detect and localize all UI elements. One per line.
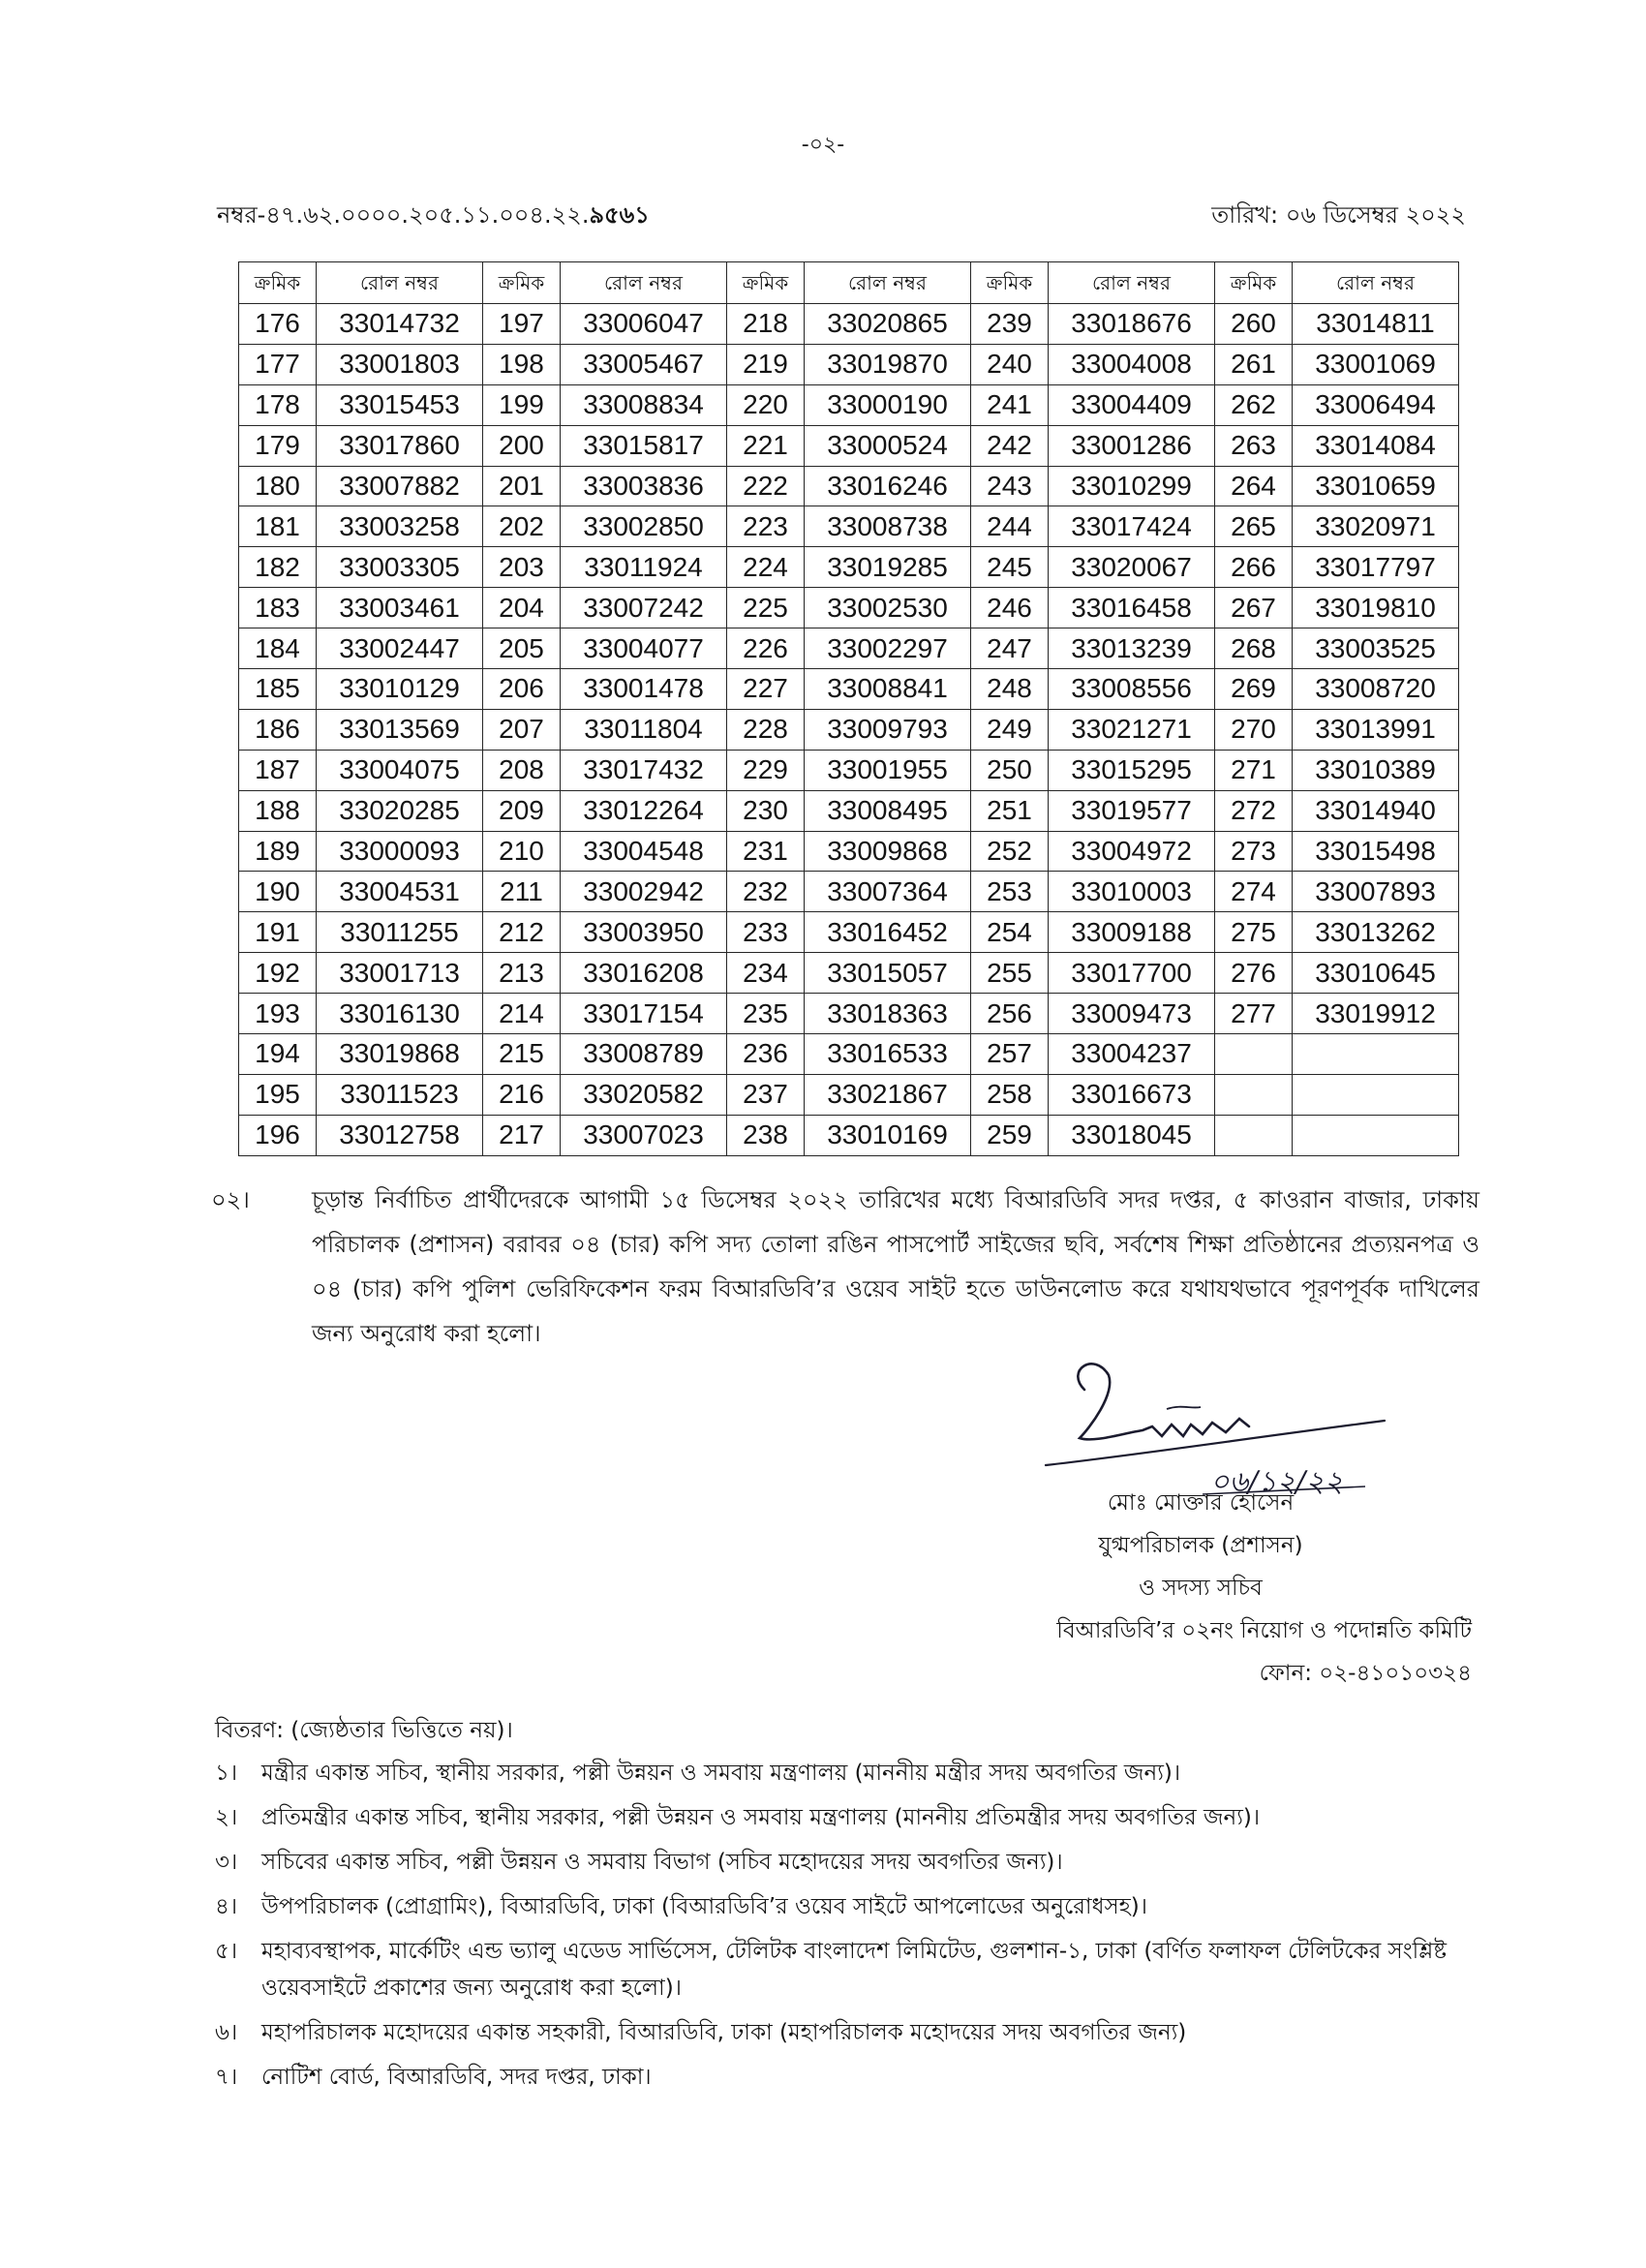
- serial-cell: 235: [727, 994, 805, 1034]
- roll-number-cell: 33008556: [1049, 669, 1215, 710]
- table-row: [239, 912, 1459, 953]
- serial-cell: 239: [971, 304, 1049, 345]
- serial-cell: [1215, 1074, 1293, 1115]
- serial-cell: 215: [483, 1034, 561, 1075]
- roll-number-cell: 33000524: [805, 425, 971, 466]
- roll-number-cell: 33018045: [1049, 1115, 1215, 1155]
- roll-number-cell: 33003461: [317, 588, 483, 628]
- serial-cell: 187: [239, 750, 317, 790]
- roll-number-cell: 33014084: [1293, 425, 1459, 466]
- roll-number-cell: [1293, 1115, 1459, 1155]
- distribution-item-number: ৫।: [215, 1939, 238, 1964]
- roll-number-cell: 33001803: [317, 344, 483, 384]
- serial-cell: [1215, 1034, 1293, 1075]
- serial-cell: 272: [1215, 790, 1293, 831]
- roll-number-cell: 33007893: [1293, 872, 1459, 912]
- roll-number-cell: 33003950: [561, 912, 727, 953]
- table-row: [239, 790, 1459, 831]
- serial-cell: 271: [1215, 750, 1293, 790]
- serial-cell: 266: [1215, 547, 1293, 588]
- serial-cell: 252: [971, 831, 1049, 872]
- distribution-item-number: ৭।: [215, 2065, 238, 2090]
- roll-number-cell: 33002530: [805, 588, 971, 628]
- roll-number-cell: 33015057: [805, 953, 971, 994]
- handwritten-signature: [1036, 1351, 1404, 1496]
- roll-number-cell: 33014811: [1293, 304, 1459, 345]
- serial-cell: 238: [727, 1115, 805, 1155]
- serial-cell: 233: [727, 912, 805, 953]
- serial-cell: 259: [971, 1115, 1049, 1155]
- signatory-role: ও সদস্য সচিব: [1139, 1576, 1263, 1601]
- serial-cell: 220: [727, 384, 805, 425]
- signature-date: ০৬/১২/২২: [1210, 1465, 1344, 1496]
- serial-cell: 250: [971, 750, 1049, 790]
- serial-cell: 257: [971, 1034, 1049, 1075]
- roll-number-cell: 33004409: [1049, 384, 1215, 425]
- distribution-list: [215, 1755, 1483, 2103]
- roll-number-cell: 33007882: [317, 466, 483, 506]
- roll-number-cell: 33016246: [805, 466, 971, 506]
- serial-cell: 214: [483, 994, 561, 1034]
- table-row: [239, 466, 1459, 506]
- roll-number-cell: 33018363: [805, 994, 971, 1034]
- serial-cell: 181: [239, 506, 317, 547]
- serial-cell: 207: [483, 709, 561, 750]
- memo-number: [217, 198, 650, 236]
- distribution-item-number: ৩।: [215, 1850, 238, 1875]
- serial-cell: 204: [483, 588, 561, 628]
- serial-cell: 261: [1215, 344, 1293, 384]
- table-row: [239, 1074, 1459, 1115]
- distribution-item-text: উপপরিচালক (প্রোগ্রামিং), বিআরডিবি, ঢাকা (বিআরডিবি’র ওয়েব সাইটে আপলোডের অনুরোধসহ)।: [261, 1894, 1147, 1919]
- serial-cell: 203: [483, 547, 561, 588]
- roll-number-cell: 33020582: [561, 1074, 727, 1115]
- paragraph-text: চূড়ান্ত নির্বাচিত প্রার্থীদেরকে আগামী ১৫ ডিসেম্বর ২০২২ তারিখের মধ্যে বিআরডিবি সদর দপ্তর, ৫ কাওরান বাজার, ঢাকায় পরিচালক (প্রশাসন) বরাবর ০৪ (চার) কপি সদ্য তোলা রঙিন পাসপোর্ট সাইজের ছবি, সর্বশেষ শিক্ষা প্রতিষ্ঠানের প্রত্যয়নপত্র ও ০৪ (চার) কপি পুলিশ ভেরিফিকেশন ফরম বিআরডিবি’র ওয়েব সাইট হতে ডাউনলোড করে যথাযথভাবে পূরণপূর্বক দাখিলের জন্য অনুরোধ করা হলো।: [312, 1186, 1479, 1347]
- roll-number-cell: 33000093: [317, 831, 483, 872]
- roll-number-cell: 33013991: [1293, 709, 1459, 750]
- serial-cell: 210: [483, 831, 561, 872]
- table-row: [239, 750, 1459, 790]
- serial-cell: 195: [239, 1074, 317, 1115]
- distribution-item: [215, 2059, 1483, 2096]
- distribution-item-text: মহাপরিচালক মহোদয়ের একান্ত সহকারী, বিআরডিবি, ঢাকা (মহাপরিচালক মহোদয়ের সদয় অবগতির জন্য): [261, 2020, 1187, 2045]
- serial-cell: 263: [1215, 425, 1293, 466]
- distribution-item-number: ৪।: [215, 1894, 238, 1919]
- serial-cell: 246: [971, 588, 1049, 628]
- distribution-item: [215, 1844, 1483, 1881]
- serial-cell: 242: [971, 425, 1049, 466]
- serial-cell: 274: [1215, 872, 1293, 912]
- distribution-item-number: ৬।: [215, 2020, 238, 2045]
- serial-cell: 212: [483, 912, 561, 953]
- roll-number-cell: 33010169: [805, 1115, 971, 1155]
- serial-cell: 276: [1215, 953, 1293, 994]
- serial-cell: 234: [727, 953, 805, 994]
- serial-cell: 270: [1215, 709, 1293, 750]
- table-header-row: [239, 262, 1459, 304]
- serial-cell: 265: [1215, 506, 1293, 547]
- roll-number-cell: 33015453: [317, 384, 483, 425]
- roll-number-cell: 33001069: [1293, 344, 1459, 384]
- distribution-item-text: মন্ত্রীর একান্ত সচিব, স্থানীয় সরকার, পল্লী উন্নয়ন ও সমবায় মন্ত্রণালয় (মাননীয় মন্ত্রীর সদয় অবগতির জন্য)।: [261, 1761, 1181, 1786]
- serial-cell: 188: [239, 790, 317, 831]
- serial-cell: 217: [483, 1115, 561, 1155]
- roll-number-cell: 33004008: [1049, 344, 1215, 384]
- table-row: [239, 425, 1459, 466]
- table-row: [239, 344, 1459, 384]
- roll-number-cell: 33011924: [561, 547, 727, 588]
- distribution-item: [215, 1933, 1483, 2007]
- roll-number-cell: 33009793: [805, 709, 971, 750]
- instruction-paragraph: [211, 1178, 1479, 1356]
- serial-cell: 211: [483, 872, 561, 912]
- roll-number-cell: 33008789: [561, 1034, 727, 1075]
- serial-cell: 190: [239, 872, 317, 912]
- roll-number-cell: 33018676: [1049, 304, 1215, 345]
- roll-number-cell: 33001713: [317, 953, 483, 994]
- distribution-item: [215, 1755, 1483, 1792]
- distribution-item: [215, 1888, 1483, 1925]
- roll-number-cell: 33020865: [805, 304, 971, 345]
- serial-header: ক্রমিক: [483, 262, 561, 304]
- roll-number-cell: 33017424: [1049, 506, 1215, 547]
- serial-cell: 227: [727, 669, 805, 710]
- roll-number-cell: [1293, 1034, 1459, 1075]
- roll-number-cell: [1293, 1074, 1459, 1115]
- roll-number-cell: 33015817: [561, 425, 727, 466]
- roll-number-cell: 33002850: [561, 506, 727, 547]
- serial-cell: 194: [239, 1034, 317, 1075]
- table-row: [239, 1115, 1459, 1155]
- serial-cell: 267: [1215, 588, 1293, 628]
- serial-cell: 264: [1215, 466, 1293, 506]
- roll-number-cell: 33017432: [561, 750, 727, 790]
- roll-number-cell: 33001478: [561, 669, 727, 710]
- roll-number-cell: 33001286: [1049, 425, 1215, 466]
- distribution-item: [215, 1799, 1483, 1836]
- serial-cell: 185: [239, 669, 317, 710]
- roll-number-cell: 33016458: [1049, 588, 1215, 628]
- roll-number-table: [238, 261, 1459, 1156]
- roll-number-cell: 33017154: [561, 994, 727, 1034]
- serial-cell: 240: [971, 344, 1049, 384]
- roll-number-cell: 33011255: [317, 912, 483, 953]
- roll-number-cell: 33021867: [805, 1074, 971, 1115]
- roll-number-cell: 33003836: [561, 466, 727, 506]
- roll-number-cell: 33010389: [1293, 750, 1459, 790]
- roll-number-cell: 33006494: [1293, 384, 1459, 425]
- roll-number-cell: 33014732: [317, 304, 483, 345]
- roll-number-header: রোল নম্বর: [1293, 262, 1459, 304]
- roll-number-cell: 33009188: [1049, 912, 1215, 953]
- serial-cell: 224: [727, 547, 805, 588]
- roll-number-cell: 33020067: [1049, 547, 1215, 588]
- serial-cell: 184: [239, 628, 317, 669]
- serial-cell: 251: [971, 790, 1049, 831]
- serial-cell: 199: [483, 384, 561, 425]
- roll-number-cell: 33003305: [317, 547, 483, 588]
- signatory-block: [930, 1482, 1472, 1695]
- page-number: -০২-: [801, 133, 845, 157]
- serial-cell: 179: [239, 425, 317, 466]
- roll-number-cell: 33017797: [1293, 547, 1459, 588]
- serial-cell: 230: [727, 790, 805, 831]
- serial-cell: 225: [727, 588, 805, 628]
- serial-cell: 197: [483, 304, 561, 345]
- table-row: [239, 588, 1459, 628]
- serial-header: ক্রমিক: [1215, 262, 1293, 304]
- roll-number-cell: 33002297: [805, 628, 971, 669]
- roll-number-cell: 33004531: [317, 872, 483, 912]
- serial-cell: 273: [1215, 831, 1293, 872]
- roll-number-cell: 33010129: [317, 669, 483, 710]
- roll-number-cell: 33005467: [561, 344, 727, 384]
- serial-cell: 219: [727, 344, 805, 384]
- roll-number-cell: 33011804: [561, 709, 727, 750]
- roll-number-cell: 33015498: [1293, 831, 1459, 872]
- serial-cell: 201: [483, 466, 561, 506]
- signatory-designation: যুগ্মপরিচালক (প্রশাসন): [1098, 1533, 1303, 1558]
- roll-number-cell: 33019912: [1293, 994, 1459, 1034]
- roll-number-cell: 33010003: [1049, 872, 1215, 912]
- serial-cell: 202: [483, 506, 561, 547]
- table-row: [239, 628, 1459, 669]
- serial-cell: 221: [727, 425, 805, 466]
- serial-cell: 226: [727, 628, 805, 669]
- serial-cell: 248: [971, 669, 1049, 710]
- roll-number-cell: 33013569: [317, 709, 483, 750]
- serial-cell: 205: [483, 628, 561, 669]
- roll-number-cell: 33004548: [561, 831, 727, 872]
- roll-number-cell: 33003258: [317, 506, 483, 547]
- serial-cell: 183: [239, 588, 317, 628]
- roll-number-cell: 33002942: [561, 872, 727, 912]
- roll-number-cell: 33019577: [1049, 790, 1215, 831]
- serial-cell: 213: [483, 953, 561, 994]
- serial-cell: 260: [1215, 304, 1293, 345]
- roll-number-cell: 33013262: [1293, 912, 1459, 953]
- serial-cell: 237: [727, 1074, 805, 1115]
- serial-cell: 189: [239, 831, 317, 872]
- serial-cell: 255: [971, 953, 1049, 994]
- serial-cell: 223: [727, 506, 805, 547]
- roll-number-cell: 33008720: [1293, 669, 1459, 710]
- roll-number-cell: 33014940: [1293, 790, 1459, 831]
- roll-number-cell: 33019868: [317, 1034, 483, 1075]
- serial-header: ক্রমিক: [239, 262, 317, 304]
- serial-cell: 218: [727, 304, 805, 345]
- distribution-item: [215, 2014, 1483, 2051]
- serial-cell: 245: [971, 547, 1049, 588]
- roll-number-cell: 33008495: [805, 790, 971, 831]
- serial-cell: 258: [971, 1074, 1049, 1115]
- table-row: [239, 1034, 1459, 1075]
- serial-cell: 206: [483, 669, 561, 710]
- roll-number-cell: 33016130: [317, 994, 483, 1034]
- serial-cell: 228: [727, 709, 805, 750]
- distribution-item-number: ১।: [215, 1761, 238, 1786]
- serial-cell: 192: [239, 953, 317, 994]
- serial-header: ক্রমিক: [971, 262, 1049, 304]
- serial-cell: 198: [483, 344, 561, 384]
- serial-cell: 269: [1215, 669, 1293, 710]
- serial-cell: 241: [971, 384, 1049, 425]
- serial-cell: 254: [971, 912, 1049, 953]
- serial-cell: 222: [727, 466, 805, 506]
- roll-number-cell: 33016452: [805, 912, 971, 953]
- table-row: [239, 994, 1459, 1034]
- serial-cell: 262: [1215, 384, 1293, 425]
- roll-number-cell: 33004075: [317, 750, 483, 790]
- serial-cell: 209: [483, 790, 561, 831]
- roll-number-header: রোল নম্বর: [805, 262, 971, 304]
- serial-cell: 275: [1215, 912, 1293, 953]
- paragraph-number: ০২।: [211, 1186, 250, 1213]
- roll-number-cell: 33013239: [1049, 628, 1215, 669]
- memo-number-prefix: নম্বর-৪৭.৬২.০০০০.২০৫.১১.০০৪.২২.: [217, 201, 590, 229]
- distribution-item-number: ২।: [215, 1805, 238, 1830]
- serial-cell: 249: [971, 709, 1049, 750]
- serial-cell: 186: [239, 709, 317, 750]
- distribution-title: বিতরণ: (জ্যেষ্ঠতার ভিত্তিতে নয়)।: [215, 1718, 513, 1743]
- roll-number-cell: 33003525: [1293, 628, 1459, 669]
- roll-number-cell: 33009473: [1049, 994, 1215, 1034]
- table-body: [239, 304, 1459, 1156]
- roll-number-cell: 33020971: [1293, 506, 1459, 547]
- distribution-item-text: প্রতিমন্ত্রীর একান্ত সচিব, স্থানীয় সরকার, পল্লী উন্নয়ন ও সমবায় মন্ত্রণালয় (মাননীয় প্রতিমন্ত্রীর সদয় অবগতির জন্য)।: [261, 1805, 1261, 1830]
- table-row: [239, 669, 1459, 710]
- roll-number-cell: 33019285: [805, 547, 971, 588]
- roll-number-cell: 33008738: [805, 506, 971, 547]
- roll-number-cell: 33004077: [561, 628, 727, 669]
- roll-number-cell: 33019810: [1293, 588, 1459, 628]
- serial-cell: 232: [727, 872, 805, 912]
- signatory-phone: ফোন: ০২-৪১০১০৩২৪: [1259, 1661, 1472, 1686]
- roll-number-cell: 33015295: [1049, 750, 1215, 790]
- roll-number-cell: 33002447: [317, 628, 483, 669]
- table-row: [239, 872, 1459, 912]
- distribution-item-text: নোটিশ বোর্ড, বিআরডিবি, সদর দপ্তর, ঢাকা।: [261, 2065, 652, 2090]
- roll-number-cell: 33016673: [1049, 1074, 1215, 1115]
- table-row: [239, 506, 1459, 547]
- serial-cell: 231: [727, 831, 805, 872]
- serial-cell: [1215, 1115, 1293, 1155]
- serial-cell: 243: [971, 466, 1049, 506]
- serial-cell: 253: [971, 872, 1049, 912]
- roll-number-cell: 33016533: [805, 1034, 971, 1075]
- serial-cell: 208: [483, 750, 561, 790]
- roll-number-cell: 33012264: [561, 790, 727, 831]
- table-row: [239, 831, 1459, 872]
- roll-number-cell: 33000190: [805, 384, 971, 425]
- serial-cell: 193: [239, 994, 317, 1034]
- roll-number-cell: 33011523: [317, 1074, 483, 1115]
- roll-number-header: রোল নম্বর: [561, 262, 727, 304]
- roll-number-cell: 33010645: [1293, 953, 1459, 994]
- table-row: [239, 304, 1459, 345]
- roll-number-cell: 33010659: [1293, 466, 1459, 506]
- signatory-name: মোঃ মোক্তার হোসেন: [1107, 1490, 1295, 1516]
- distribution-item-text: সচিবের একান্ত সচিব, পল্লী উন্নয়ন ও সমবায় বিভাগ (সচিব মহোদয়ের সদয় অবগতির জন্য)।: [261, 1850, 1063, 1875]
- roll-number-cell: 33021271: [1049, 709, 1215, 750]
- serial-cell: 176: [239, 304, 317, 345]
- roll-number-cell: 33016208: [561, 953, 727, 994]
- roll-number-cell: 33004237: [1049, 1034, 1215, 1075]
- serial-cell: 256: [971, 994, 1049, 1034]
- table-row: [239, 709, 1459, 750]
- serial-cell: 247: [971, 628, 1049, 669]
- roll-number-cell: 33017700: [1049, 953, 1215, 994]
- serial-cell: 191: [239, 912, 317, 953]
- serial-cell: 196: [239, 1115, 317, 1155]
- serial-cell: 244: [971, 506, 1049, 547]
- table-row: [239, 384, 1459, 425]
- serial-cell: 236: [727, 1034, 805, 1075]
- serial-cell: 178: [239, 384, 317, 425]
- roll-number-header: রোল নম্বর: [317, 262, 483, 304]
- roll-number-cell: 33004972: [1049, 831, 1215, 872]
- roll-number-cell: 33001955: [805, 750, 971, 790]
- serial-cell: 216: [483, 1074, 561, 1115]
- roll-number-cell: 33020285: [317, 790, 483, 831]
- serial-cell: 182: [239, 547, 317, 588]
- serial-cell: 229: [727, 750, 805, 790]
- roll-number-header: রোল নম্বর: [1049, 262, 1215, 304]
- roll-number-cell: 33008834: [561, 384, 727, 425]
- roll-number-cell: 33007242: [561, 588, 727, 628]
- roll-number-cell: 33008841: [805, 669, 971, 710]
- roll-number-cell: 33007364: [805, 872, 971, 912]
- distribution-item-text: মহাব্যবস্থাপক, মার্কেটিং এন্ড ভ্যালু এডেড সার্ভিসেস, টেলিটক বাংলাদেশ লিমিটেড, গুলশান-১, ঢাকা (বর্ণিত ফলাফল টেলিটকের সংশ্লিষ্ট ওয়েবসাইটে প্রকাশের জন্য অনুরোধ করা হলো)।: [261, 1939, 1448, 2001]
- serial-cell: 180: [239, 466, 317, 506]
- memo-number-suffix: ৯৫৬১: [589, 201, 650, 229]
- roll-number-cell: 33017860: [317, 425, 483, 466]
- table-row: [239, 953, 1459, 994]
- serial-cell: 200: [483, 425, 561, 466]
- serial-cell: 277: [1215, 994, 1293, 1034]
- serial-header: ক্রমিক: [727, 262, 805, 304]
- memo-date: তারিখ: ০৬ ডিসেম্বর ২০২২: [1211, 201, 1466, 229]
- serial-cell: 177: [239, 344, 317, 384]
- signatory-committee: বিআরডিবি’র ০২নং নিয়োগ ও পদোন্নতি কমিটি: [1056, 1618, 1472, 1643]
- roll-number-cell: 33006047: [561, 304, 727, 345]
- roll-number-cell: 33019870: [805, 344, 971, 384]
- serial-cell: 268: [1215, 628, 1293, 669]
- roll-number-cell: 33007023: [561, 1115, 727, 1155]
- roll-number-cell: 33012758: [317, 1115, 483, 1155]
- roll-number-cell: 33009868: [805, 831, 971, 872]
- table-row: [239, 547, 1459, 588]
- roll-number-cell: 33010299: [1049, 466, 1215, 506]
